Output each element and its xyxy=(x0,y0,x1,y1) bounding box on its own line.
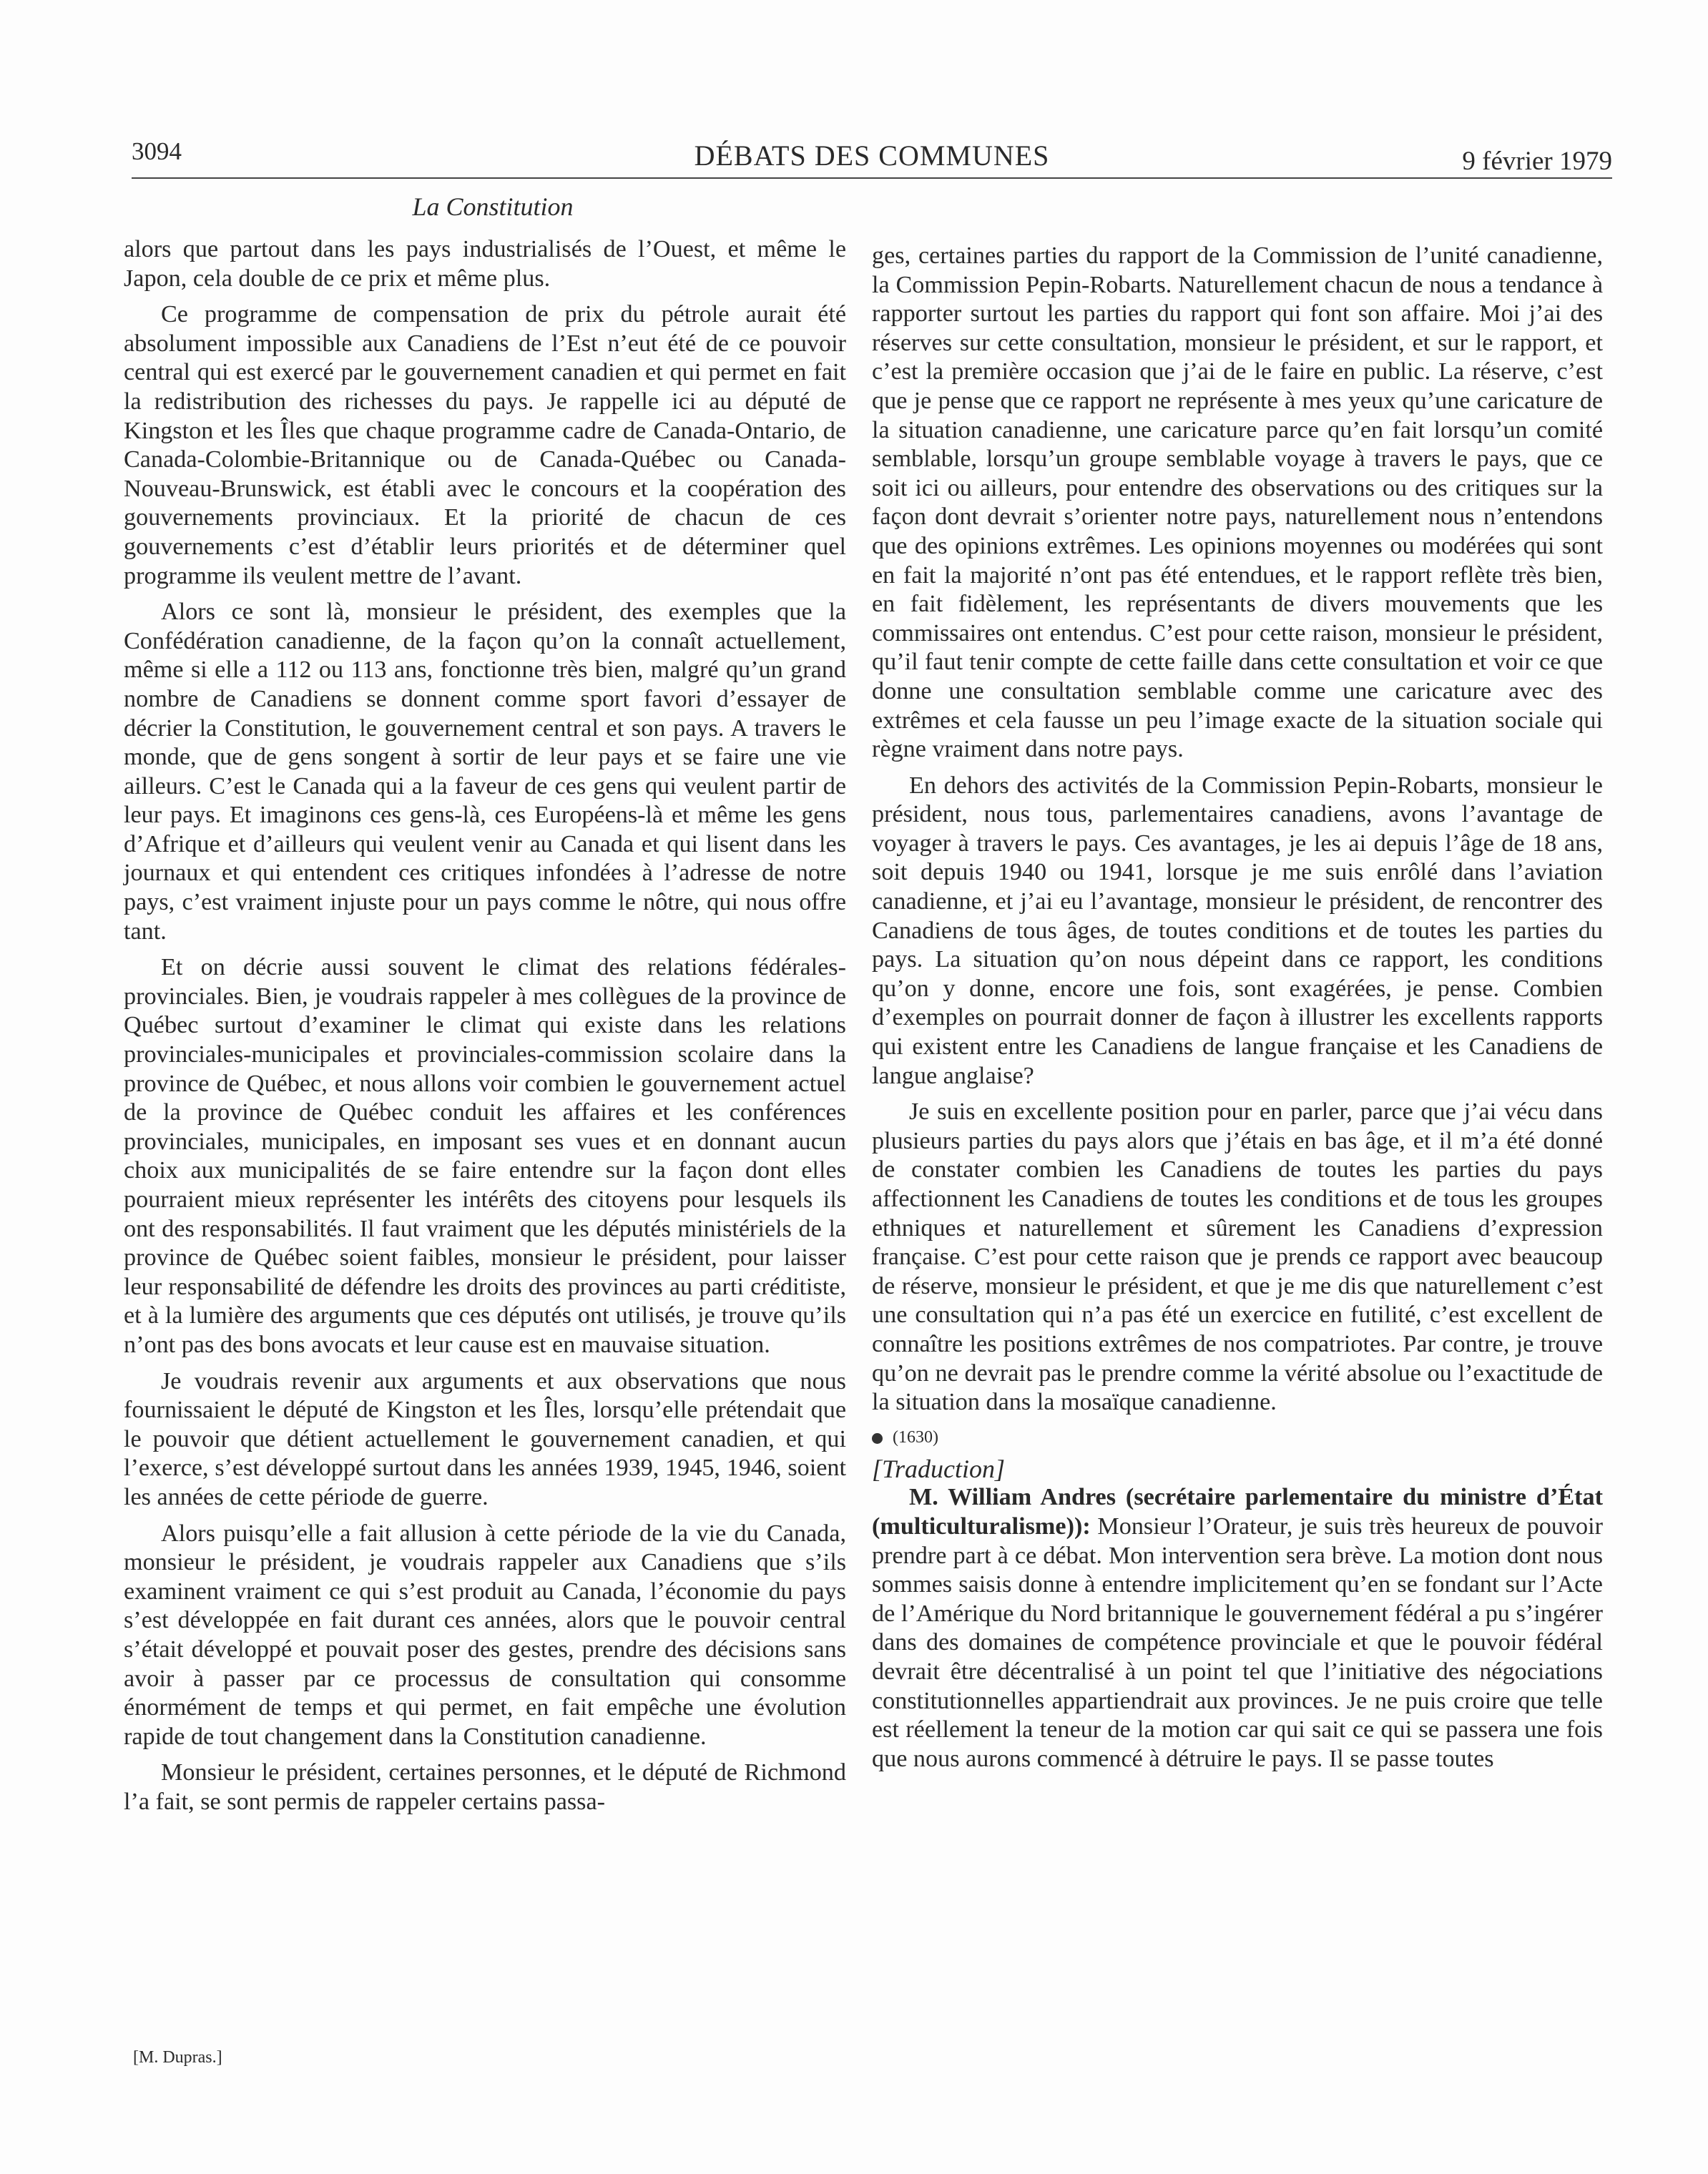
bullet-icon xyxy=(872,1433,883,1444)
publication-title: DÉBATS DES COMMUNES xyxy=(694,139,1050,172)
paragraph: alors que partout dans les pays industrialisés de l’Ouest, et même le Japon, cela double de ce prix et même plus. xyxy=(124,236,846,292)
paragraph: En dehors des activités de la Commission Pepin-Robarts, monsieur le président, nous tous, parlementaires canadiens, avons l’avantage de voyager à travers le pays. Ces avantages, je les ai depuis l’âge de 18 ans, soit depuis 1940 ou 1941, lorsque je me suis enrôlé dans l’aviation canadienne, et j’ai eu l’avantage, monsieur le président, de rencontrer des Canadiens de tous âges, de toutes conditions et de toutes les parties du pays. La situation qu’on nous dépeint dans ce rapport, les conditions qu’on y donne, encore une fois, sont exagérées, je pense. Combien d’exemples on pourrait donner de façon à illustrer les excellents rapports qui existent entre les Canadiens de langue française et les Canadiens de langue anglaise? xyxy=(872,772,1603,1089)
paragraph: Alors ce sont là, monsieur le président, des exemples que la Confédération canadienne, de la façon qu’on la connaît actuellement, même si elle a 112 ou 113 ans, fonctionne très bien, malgré qu’un grand nombre de Canadiens se donnent comme sport favori d’essayer de décrier la Constitution, le gouvernement central et son pays. A travers le monde, que de gens songent à sortir de leur pays et se faire une vie ailleurs. C’est le Canada qui a la faveur de ces gens qui veulent partir de leur pays. Et imaginons ces gens-là, ces Européens-là et même les gens d’Afrique et d’ailleurs qui veulent venir au Canada et qui lisent dans les journaux et qui entendent ces critiques infondées à l’adresse de notre pays, c’est vraiment injuste pour un pays comme le nôtre, qui nous offre tant. xyxy=(124,599,846,945)
paragraph: Et on décrie aussi souvent le climat des relations fédérales-provinciales. Bien, je voudrais rappeler à mes collègues de la province de Québec surtout d’examiner le climat qui existe dans les relations provinciales-municipales et provinciales-commission scolaire dans la province de Québec, et nous allons voir combien le gouvernement actuel de la province de Québec conduit les affaires et les conférences provinciales, municipales, en imposant ses vues et en donnant aucun choix aux municipalités de se faire entendre sur la façon dont elles pourraient mieux représenter les intérêts des citoyens pour lesquels ils ont des responsabilités. Il faut vraiment que les députés ministériels de la province de Québec soient faibles, monsieur le président, pour laisser leur responsabilité de défendre les droits des provinces au parti créditiste, et à la lumière des arguments que ces députés ont utilisés, je trouve qu’ils n’ont pas des bons avocats et leur cause est en mauvaise situation. xyxy=(124,954,846,1358)
time-marker-text: (1630) xyxy=(893,1427,938,1447)
page-number: 3094 xyxy=(132,137,182,165)
speaker-attribution: [M. Dupras.] xyxy=(133,2048,222,2067)
paragraph: Je suis en excellente position pour en parler, parce que j’ai vécu dans plusieurs parties du pays alors que j’étais en bas âge, et il m’a été donné de constater combien les Canadiens de toutes les parties du pays affectionnent les Canadiens de toutes les conditions et de tous les groupes ethniques et naturellement et sûrement les Canadiens d’expression française. C’est pour cette raison que je prends ce rapport avec beaucoup de réserve, monsieur le président, et que je me dis que naturellement c’est une consultation qui n’a pas été un exercice en futilité, c’est excellent de connaître les positions extrêmes de nos compatriotes. Par contre, je trouve qu’on ne devrait pas le prendre comme la vérité absolue ou l’exactitude de la situation dans la mosaïque canadienne. xyxy=(872,1098,1603,1416)
translation-tag: [Traduction] xyxy=(872,1454,1006,1483)
paragraph: Ce programme de compensation de prix du pétrole aurait été absolument impossible aux Canadiens de l’Est n’eut été de ce pouvoir central qui est exercé par le gouvernement canadien et qui permet en fait la redistribution des richesses du pays. Je rappelle ici au député de Kingston et les Îles que chaque programme cadre de Canada-Ontario, de Canada-Colombie-Britannique ou de Canada-Québec ou Canada-Nouveau-Brunswick, est établi avec le concours et la coopération des gouvernements provinciaux. Et la priorité de chacun de ces gouvernements c’est d’établir leurs priorités et de déterminer quel programme ils veulent mettre de l’avant. xyxy=(124,301,846,589)
paragraph: Monsieur le président, certaines personnes, et le député de Richmond l’a fait, se sont permis de rappeler certains passa- xyxy=(124,1759,846,1815)
time-marker xyxy=(872,1423,1603,1452)
paragraph: Alors puisqu’elle a fait allusion à cette période de la vie du Canada, monsieur le président, je voudrais rappeler aux Canadiens que s’ils examinent vraiment ce qui s’est produit au Canada, l’économie du pays s’est développée en fait durant ces années, alors que le pouvoir central s’était développé et pouvait poser des gestes, prendre des décisions sans avoir à passer par ce processus de consultation qui consomme énormément de temps et qui permet, en fait empêche une évolution rapide de tout changement dans la Constitution canadienne. xyxy=(124,1520,846,1750)
speech-text: Monsieur l’Orateur, je suis très heureux de pouvoir prendre part à ce débat. Mon intervention sera brève. La motion dont nous sommes saisis donne à entendre implicitement qu’en se fondant sur l’Acte de l’Amérique du Nord britannique le gouvernement fédéral a pu s’ingérer dans des domaines de compétence provinciale et que le pouvoir fédéral devrait être décentralisé à un point tel que l’initiative des négociations constitutionnelles appartiendrait aux provinces. Je ne puis croire que telle est réellement la teneur de la motion car qui sait ce qui se passera une fois que nous aurons commencé à détruire le pays. Il se passe toutes xyxy=(872,1513,1604,1772)
publication-date: 9 février 1979 xyxy=(1462,147,1612,176)
left-column xyxy=(124,235,846,1816)
speech-paragraph xyxy=(872,1483,1603,1774)
section-title: La Constitution xyxy=(412,192,574,221)
paragraph: Je voudrais revenir aux arguments et aux observations que nous fournissaient le député de Kingston et les Îles, lorsqu’elle prétendait que le pouvoir que détient actuellement le gouvernement canadien, et qui l’exerce, s’est développé surtout dans les années 1939, 1945, 1946, soient les années de cette période de guerre. xyxy=(124,1367,846,1510)
speaker-name: M. William Andres (secrétaire parlementaire du ministre d’État (multiculturalisme)): xyxy=(872,1484,1603,1540)
page-header xyxy=(132,137,1612,179)
right-column xyxy=(872,242,1603,1774)
paragraph: ges, certaines parties du rapport de la Commission de l’unité canadienne, la Commission Pepin-Robarts. Naturellement chacun de nous a tendance à rapporter surtout les parties du rapport qui font son affaire. Moi j’ai des réserves sur cette consultation, monsieur le président, et sur le rapport, et c’est la première occasion que j’ai de le faire en public. La réserve, c’est que je pense que ce rapport ne représente à mes yeux qu’une caricature de la situation canadienne, une caricature parce qu’en fait lorsqu’un comité semblable, lorsqu’un groupe semblable voyage à travers le pays, que ce soit ici ou ailleurs, pour entendre des observations ou des critiques sur la façon dont devrait s’orienter notre pays, naturellement nous n’entendons que des opinions extrêmes. Les opinions moyennes ou modérées qui sont en fait la majorité n’ont pas été entendues, et le rapport reflète très bien, en fait fidèlement, les représentants de divers mouvements que les commissaires ont entendus. C’est pour cette raison, monsieur le président, qu’il faut tenir compte de cette faille dans cette consultation et voir ce que donne une consultation semblable comme une caricature avec des extrêmes et cela fausse un peu l’image exacte de la situation sociale qui règne vraiment dans notre pays. xyxy=(872,242,1603,763)
